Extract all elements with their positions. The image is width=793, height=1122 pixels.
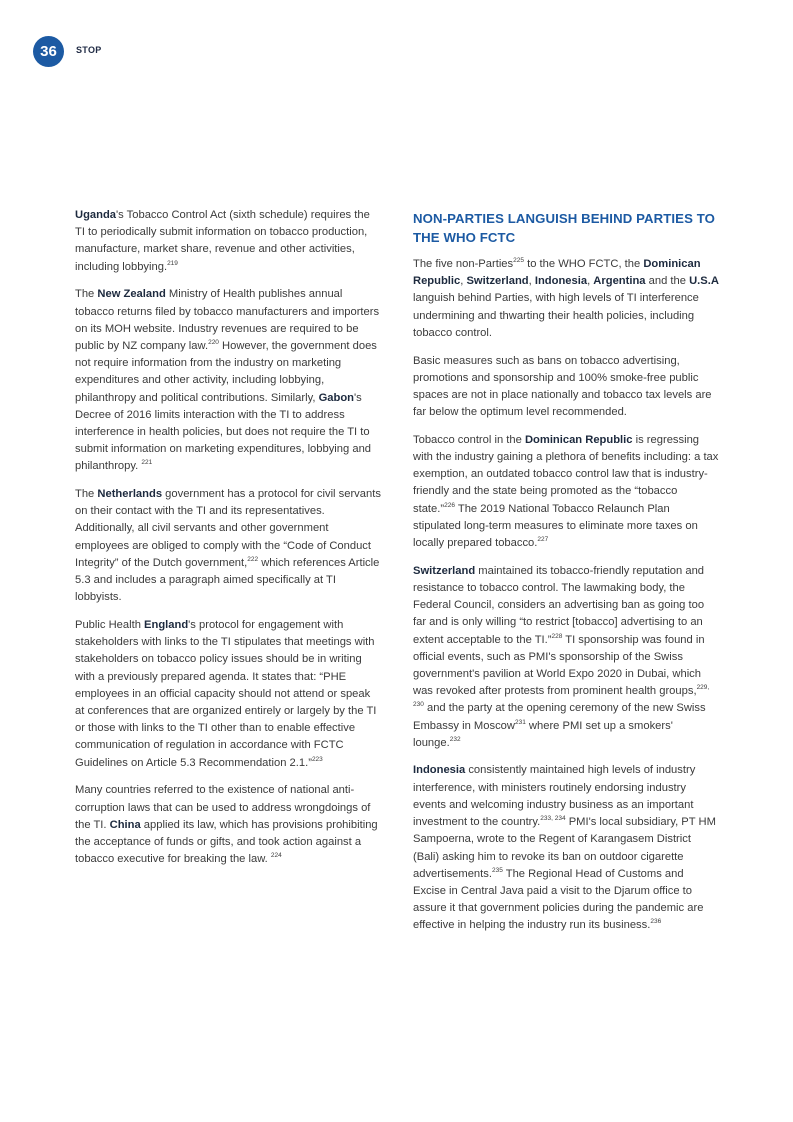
paragraph-uganda: Uganda's Tobacco Control Act (sixth schedule) requires the TI to periodically submit information on tobacco production, manufacture, market share, revenue and other activities, including lobbying.$^{219}$ [75,209,370,273]
paragraph-non-parties: The five non-Parties$^{225}$ to the WHO FCTC, the Dominican Republic, Switzerland, Indonesia, Argentina and the U.S.A languish behind Parties, with high levels of TI interference undermining and thwarting their health policies, including tobacco control. [413,257,719,339]
paragraph-indonesia: Indonesia consistently maintained high levels of industry interference, with ministers routinely endorsing industry events and welcoming industry business as an important investment to the country.$^{233, 234}$ PMI's local subsidiary, PT HM Sampoerna, wrote to the Regent of Karangasem District (Bali) asking him to revoke its ban on outdoor cigarette advertisements.$^{235}$ The Regional Head of Customs and Excise in Central Java paid a visit to the Djarum office to assure it that government policies during the pandemic are effective in helping the industry run its business.$^{236}$ [413,764,716,932]
footnote-ref: 222 [247,555,259,563]
footnote-ref: 220 [208,338,219,346]
footnote-ref: 232 [449,735,461,743]
footnote-ref: 219 [167,259,178,267]
footnote-ref: 228 [551,632,563,640]
footnote-ref: 235 [491,866,503,874]
paragraph-new-zealand: The New Zealand Ministry of Health publishes annual tobacco returns filed by tobacco manufacturers and importers on its MOH website. Industry revenues are required to be public by NZ company law.$^{220}$ However, the government does not require information from the industry on marketing expenditures and other activity, including lobbying, philanthropy and political contributions. Similarly, Gabon's Decree of 2016 limits interaction with the TI to address interference in health policies, but does not require the TI to submit information on marketing expenditures, lobbying and philanthropy. $^{221}$ [75,288,380,473]
running-title: STOP [76,45,102,55]
paragraph-china: Many countries referred to the existence of national anti-corruption laws that can be used to address wrongdoings of the TI. China applied its law, which has provisions prohibiting the acceptance of funds or gifts, and took action against a tobacco executive for breaking the law. $^{224}$ [75,784,378,866]
paragraph-netherlands: The Netherlands government has a protocol for civil servants on their contact with the TI and its representatives. Additionally, all civil servants and other government employees are obliged to comply with the “Code of Conduct Integrity” of the Dutch government,$^{222}$ which references Article 5.3 and includes a paragraph aimed specifically at TI lobbyists. [75,488,381,604]
footnote-ref: 226 [444,501,455,509]
footnote-ref: 225 [513,257,524,264]
footnote-ref: 233, 234 [540,815,566,823]
left-column [75,207,381,879]
paragraph-basic-measures: Basic measures such as bans on tobacco advertising, promotions and sponsorship and 100% smoke-free public spaces are not in place nationally and tobacco tax levels are far below the optimum level recommended. [413,354,712,419]
footnote-ref: 227 [537,536,549,544]
footnote-ref: 236 [650,918,662,926]
paragraph-england: Public Health England's protocol for engagement with stakeholders with links to the TI stipulates that meetings with stakeholders on tobacco policy issues should be in writing with a previously prepared agenda. It states that: “PHE employees in an official capacity should not attend or speak at conferences that are organized entirely or largely by the TI or those with links to the TI other than to enable effective communication of regulation in accordance with FCTC Guidelines on Article 5.3 Recommendation 2.1.”$^{223}$ [75,618,377,769]
section-heading: NON-PARTIES LANGUISH BEHIND PARTIES TO THE WHO FCTC [413,211,715,245]
footnote-ref: 223 [311,755,323,763]
footnote-ref: 221 [141,459,153,467]
footnote-ref: 229, 230 [413,684,710,709]
page-number-badge: 36 [33,36,64,67]
footnote-ref: 224 [270,852,282,860]
right-column [413,207,719,945]
footnote-ref: 231 [514,718,526,726]
paragraph-dominican-republic: Tobacco control in the Dominican Republic is regressing with the industry gaining a plethora of benefits including: a tax exemption, an outdated tobacco control law that is industry-friendly and the state being promoted as the “tobacco state.”$^{226}$ The 2019 National Tobacco Relaunch Plan stipulated long-term measures to eliminate more taxes on locally prepared tobacco.$^{227}$ [413,433,719,550]
paragraph-switzerland: Switzerland maintained its tobacco-friendly reputation and resistance to tobacco control. The lawmaking body, the Federal Council, considers an advertising ban as going too far and is only willing “to restrict [tobacco] advertising to an extent acceptable to the TI.”$^{228}$ TI sponsorship was found in official events, such as PMI's sponsorship of the Swiss government's pavilion at World Expo 2020 in Dubai, which was revoked after protests from prominent health groups,$^{229, 230}$ and the party at the opening ceremony of the new Swiss Embassy in Moscow$^{231}$ where PMI set up a smokers' lounge.$^{232}$ [413,564,710,749]
